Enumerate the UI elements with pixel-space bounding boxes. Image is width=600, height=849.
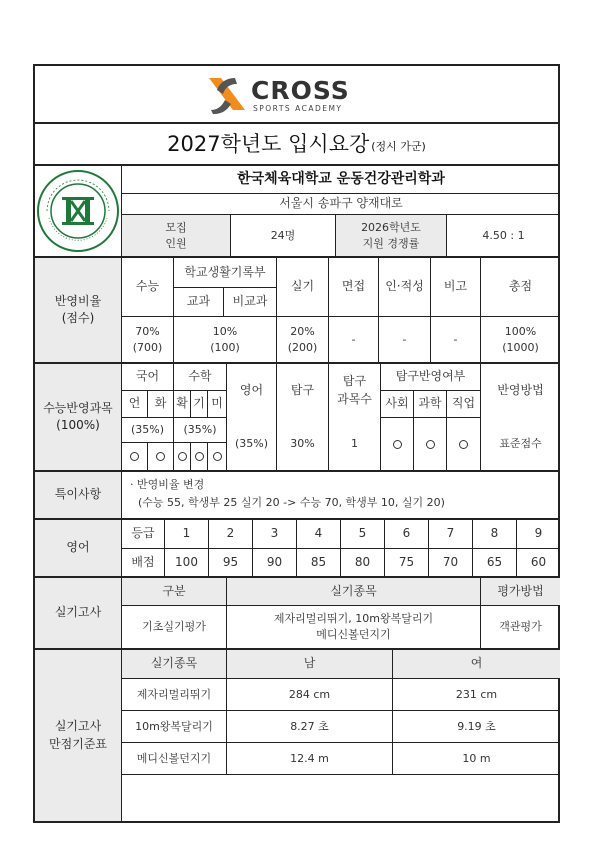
logo-brand-text: CROSS — [251, 76, 350, 105]
math-sub-hwak: 확 — [176, 396, 188, 411]
check-circle-icon — [178, 452, 187, 461]
title-main: 2027학년도 입시요강 — [167, 132, 370, 156]
value-etc: - — [453, 332, 458, 346]
perfect-score-label: 실기고사 만점기준표 — [35, 650, 121, 821]
english-score-cell: 85 — [310, 554, 327, 569]
perfect-row-2-item: 10m왕복달리기 — [135, 719, 213, 733]
header-practical: 실기 — [290, 279, 315, 294]
english-score-cell: 75 — [398, 554, 415, 569]
header-non-subject: 비교과 — [232, 294, 268, 309]
korean-percent: (35%) — [130, 423, 165, 437]
math-sub-gi: 기 — [193, 396, 205, 411]
perfect-row-3-male: 12.4 m — [290, 751, 329, 765]
seal-icon — [35, 166, 121, 256]
page-title — [35, 124, 558, 162]
header-inquiry-count: 탐구 과목수 — [337, 374, 372, 406]
check-circle-icon — [195, 452, 204, 461]
header-method: 반영방법 — [497, 382, 544, 397]
header-test-item: 실기종목 — [122, 650, 226, 678]
english-grade-cell: 5 — [358, 526, 367, 541]
recruit-count: 24명 — [270, 228, 296, 242]
header-interview: 면접 — [341, 279, 366, 294]
english-grade-cell: 6 — [402, 526, 411, 541]
perfect-row-1-female: 231 cm — [455, 687, 498, 701]
competition-rate: 4.50 : 1 — [482, 228, 525, 242]
header-school-record: 학교생활기록부 — [184, 264, 266, 279]
check-circle-icon — [130, 452, 139, 461]
ratio-label: 반영비율 (점수) — [35, 258, 121, 362]
header-aptitude: 인·적성 — [385, 279, 424, 294]
header-math: 수학 — [188, 369, 212, 384]
rate-label: 2026학년도 지원 경쟁률 — [336, 215, 446, 256]
notes-line-2: (수능 55, 학생부 25 실기 20 -> 수능 70, 학생부 10, 실기 20) — [138, 495, 445, 509]
header-male: 남 — [227, 650, 392, 678]
english-grade-cell: 1 — [182, 526, 191, 541]
header-etc: 비고 — [443, 279, 468, 294]
english-grade-cell: 8 — [490, 526, 499, 541]
math-hwak-check — [174, 443, 190, 470]
english-score-cell: 80 — [354, 554, 371, 569]
inquiry-science-check — [414, 418, 446, 470]
school-address: 서울시 송파구 양재대로 — [279, 196, 403, 211]
perfect-row-3-female: 10 m — [462, 751, 491, 765]
perfect-row-3-item: 메디신볼던지기 — [136, 751, 212, 765]
value-suneung: 70% (700) — [132, 324, 163, 354]
english-grade-cell: 9 — [534, 526, 543, 541]
english-grade-cell: 3 — [270, 526, 279, 541]
notes-line-1: · 반영비율 변경 — [130, 478, 205, 491]
value-total: 100% (1000) — [502, 324, 539, 354]
perfect-row-1-item: 제자리멀리뛰기 — [136, 687, 212, 701]
english-label: 영어 — [35, 520, 121, 576]
korean-eon-check — [122, 443, 147, 470]
university-seal — [35, 166, 121, 256]
english-score-cell: 90 — [266, 554, 283, 569]
header-division: 구분 — [122, 578, 226, 605]
grade-row-label: 등급 — [131, 526, 155, 541]
header-korean: 국어 — [135, 369, 160, 384]
recruit-label: 모집 인원 — [122, 215, 230, 256]
inquiry-sub-society: 사회 — [385, 396, 409, 411]
score-row-label: 배점 — [131, 554, 155, 569]
header-total: 총점 — [508, 279, 533, 294]
english-percent: (35%) — [234, 437, 269, 451]
method-value: 표준점수 — [499, 437, 542, 451]
value-school-record: 10% (100) — [210, 324, 240, 354]
korean-sub-eon: 언 — [128, 396, 141, 411]
check-circle-icon — [213, 452, 222, 461]
english-score-cell: 60 — [530, 554, 547, 569]
perfect-row-1-male: 284 cm — [288, 687, 331, 701]
header-eval-method: 평가방법 — [481, 578, 560, 605]
header-english: 영어 — [239, 382, 264, 397]
perfect-row-2-female: 9.19 초 — [457, 719, 496, 733]
suneung-subjects-label: 수능반영과목 (100%) — [35, 364, 121, 470]
practical-division: 기초실기평가 — [142, 620, 206, 634]
inquiry-society-check — [381, 418, 413, 470]
math-gi-check — [191, 443, 207, 470]
english-grade-cell: 7 — [446, 526, 455, 541]
check-circle-icon — [426, 440, 435, 449]
header-subject: 교과 — [186, 294, 211, 309]
check-circle-icon — [393, 440, 402, 449]
english-score-cell: 65 — [486, 554, 503, 569]
check-circle-icon — [459, 440, 468, 449]
english-score-cell: 95 — [222, 554, 239, 569]
math-mi-check — [208, 443, 226, 470]
english-grade-cell: 2 — [226, 526, 235, 541]
value-interview: - — [351, 332, 356, 346]
inquiry-sub-vocational: 직업 — [451, 396, 476, 411]
school-name: 한국체육대학교 운동건강관리학과 — [237, 171, 445, 188]
check-circle-icon — [156, 452, 165, 461]
inquiry-count-value: 1 — [351, 437, 358, 451]
header-suneung: 수능 — [135, 279, 160, 294]
notes-label: 특이사항 — [35, 472, 121, 518]
header-practical-items: 실기종목 — [227, 578, 480, 605]
header-inquiry: 탐구 — [290, 382, 315, 397]
notes-content — [130, 476, 445, 511]
practical-items: 제자리멀리뛰기, 10m왕복달리기 메디신볼던지기 — [273, 612, 434, 641]
header-female: 여 — [393, 650, 560, 678]
inquiry-vocational-check — [447, 418, 480, 470]
practical-test-label: 실기고사 — [35, 578, 121, 648]
inquiry-percent: 30% — [290, 437, 315, 451]
korean-sub-hwa: 화 — [154, 396, 167, 411]
english-score-cell: 100 — [175, 554, 198, 569]
math-sub-mi: 미 — [211, 396, 223, 411]
english-score-cell: 70 — [442, 554, 459, 569]
perfect-row-2-male: 8.27 초 — [290, 719, 329, 733]
value-practical: 20% (200) — [287, 324, 318, 354]
inquiry-sub-science: 과학 — [418, 396, 442, 411]
logo-tagline: SPORTS ACADEMY — [253, 104, 343, 113]
header-inquiry-reflect: 탐구반영여부 — [395, 369, 466, 384]
math-percent: (35%) — [183, 423, 217, 437]
value-aptitude: - — [402, 332, 407, 346]
practical-eval-method: 객관평가 — [499, 620, 542, 634]
korean-hwa-check — [148, 443, 173, 470]
english-grade-cell: 4 — [314, 526, 323, 541]
title-sub: (정시 가군) — [371, 140, 426, 153]
